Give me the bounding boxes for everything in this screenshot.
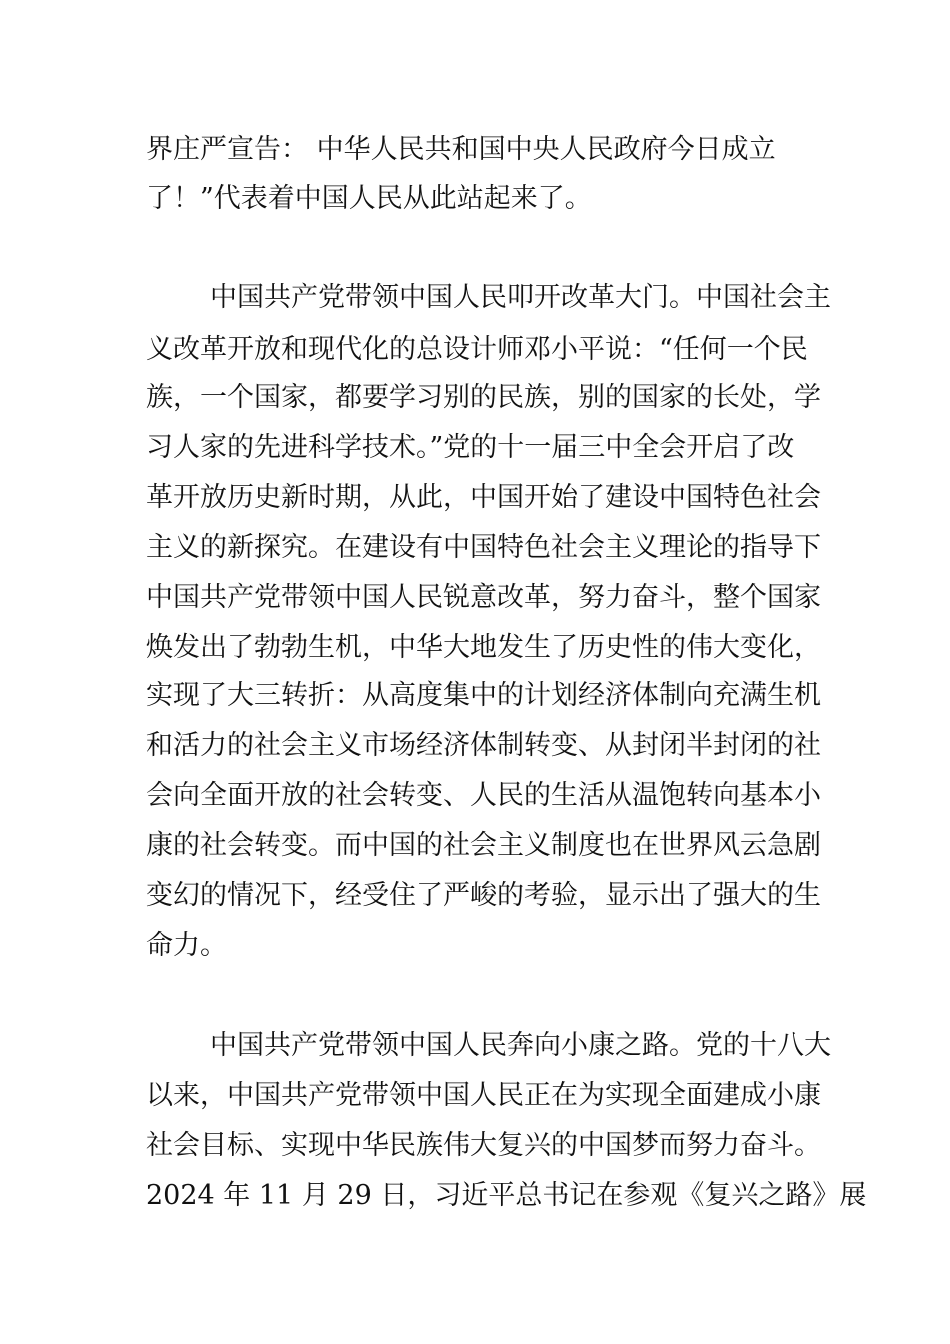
para2-line-7: 中国共产党带领中国人民锐意改革，努力奋斗，整个国家 xyxy=(146,582,821,613)
para2-line-1: 中国共产党带领中国人民叩开改革大门。中国社会主 xyxy=(210,282,831,313)
para2-line-11: 会向全面开放的社会转变、人民的生活从温饱转向基本小 xyxy=(146,780,821,811)
para2-line-10: 和活力的社会主义市场经济体制转变、从封闭半封闭的社 xyxy=(146,730,821,761)
para2-line-3: 族，一个国家，都要学习别的民族，别的国家的长处，学 xyxy=(146,382,821,413)
para3-line-4: 2024 年 11 月 29 日，习近平总书记在参观《复兴之路》展 xyxy=(146,1180,867,1211)
para1-line-2: 了！”代表着中国人民从此站起来了。 xyxy=(146,183,592,214)
para2-line-14: 命力。 xyxy=(146,930,227,961)
para2-line-2: 义改革开放和现代化的总设计师邓小平说：“任何一个民 xyxy=(146,334,808,365)
para2-line-6: 主义的新探究。在建设有中国特色社会主义理论的指导下 xyxy=(146,532,821,563)
para2-line-4: 习人家的先进科学技术。”党的十一届三中全会开启了改 xyxy=(146,432,795,463)
para2-line-8: 焕发出了勃勃生机，中华大地发生了历史性的伟大变化， xyxy=(146,632,821,663)
para1-line-1: 界庄严宣告： 中华人民共和国中央人民政府今日成立 xyxy=(146,134,776,165)
para2-line-9: 实现了大三转折：从高度集中的计划经济体制向充满生机 xyxy=(146,680,821,711)
para2-line-13: 变幻的情况下，经受住了严峻的考验，显示出了强大的生 xyxy=(146,880,821,911)
para3-line-1: 中国共产党带领中国人民奔向小康之路。党的十八大 xyxy=(210,1030,831,1061)
para3-line-2: 以来，中国共产党带领中国人民正在为实现全面建成小康 xyxy=(146,1080,821,1111)
para2-line-5: 革开放历史新时期，从此，中国开始了建设中国特色社会 xyxy=(146,482,821,513)
para2-line-12: 康的社会转变。而中国的社会主义制度也在世界风云急剧 xyxy=(146,830,821,861)
para3-line-3: 社会目标、实现中华民族伟大复兴的中国梦而努力奋斗。 xyxy=(146,1130,821,1161)
